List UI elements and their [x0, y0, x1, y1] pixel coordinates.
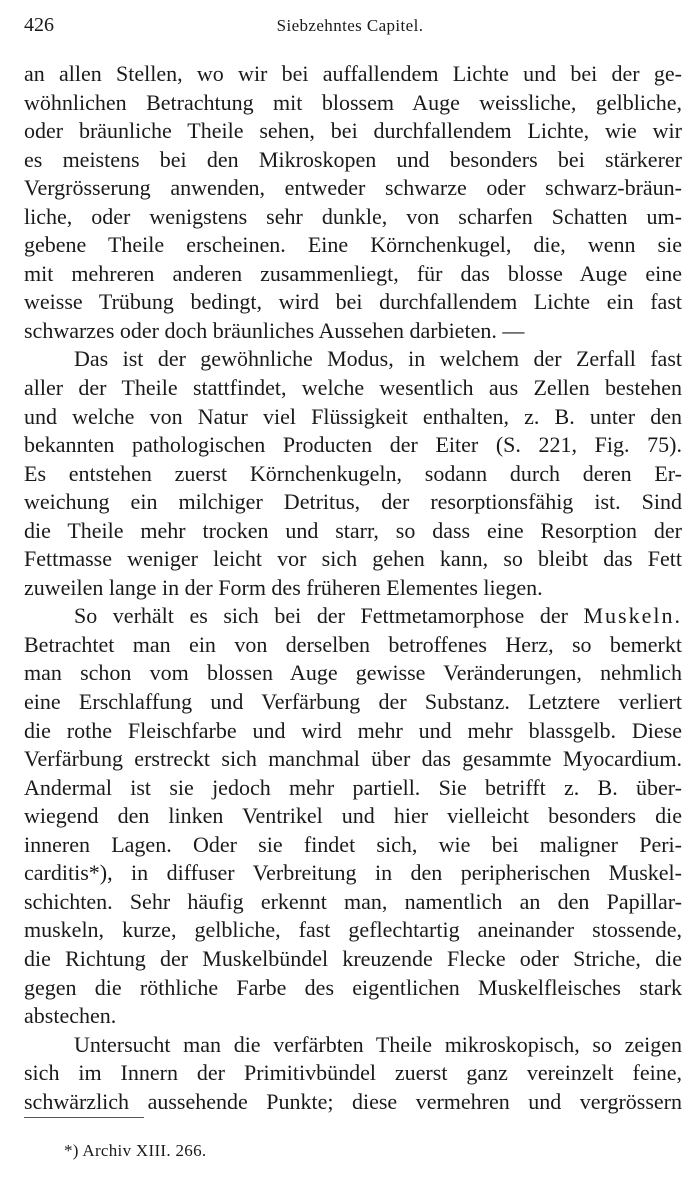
text-line: Untersucht man die verfärbten Theile mikroskopisch, so zeigen	[74, 1031, 682, 1057]
text-line: zuweilen lange in der Form des früheren Elementes liegen.	[24, 574, 543, 600]
text-line: wiegend den linken Ventrikel und hier vielleicht besonders die	[24, 803, 682, 829]
text-line: Es entstehen zuerst Körnchenkugeln, sodann durch deren Er-	[24, 460, 682, 486]
text-line: die Theile mehr trocken und starr, so dass eine Resorption der	[24, 517, 682, 543]
text-line-start: So verhält es sich bei der Fettmetamorphose der	[74, 603, 584, 629]
body-text	[24, 60, 682, 1116]
text-line: schwarzes oder doch bräunliches Aussehen darbieten. —	[24, 317, 525, 343]
text-line: sich im Innern der Primitivbündel zuerst ganz vereinzelt feine,	[24, 1060, 682, 1086]
text-line: oder bräunliche Theile sehen, bei durchfallendem Lichte, wie wir	[24, 118, 682, 144]
text-line: die Richtung der Muskelbündel kreuzende Flecke oder Striche, die	[24, 945, 682, 971]
text-line-with-emphasis	[24, 602, 682, 631]
text-line: Vergrösserung anwenden, entweder schwarze oder schwarz-bräun-	[24, 175, 682, 201]
text-line: schichten. Sehr häufig erkennt man, namentlich an den Papillar-	[24, 888, 682, 914]
text-line: und welche von Natur viel Flüssigkeit enthalten, z. B. unter den	[24, 403, 682, 429]
text-line: abstechen.	[24, 1003, 117, 1029]
text-line: inneren Lagen. Oder sie findet sich, wie bei maligner Peri-	[24, 831, 682, 857]
text-line: liche, oder wenigstens sehr dunkle, von scharfen Schatten um-	[24, 203, 682, 229]
text-line: schwärzlich aussehende Punkte; diese vermehren und vergrössern	[24, 1088, 682, 1114]
text-line: Das ist der gewöhnliche Modus, in welchem der Zerfall fast	[74, 346, 682, 372]
footnote-divider	[24, 1117, 144, 1118]
text-line: gebene Theile erscheinen. Eine Körnchenkugel, die, wenn sie	[24, 232, 682, 258]
text-line: carditis*), in diffuser Verbreitung in den peripherischen Muskel-	[24, 860, 682, 886]
text-line: muskeln, kurze, gelbliche, fast geflechtartig aneinander stossende,	[24, 917, 682, 943]
text-line: eine Erschlaffung und Verfärbung der Substanz. Letztere verliert	[24, 689, 682, 715]
text-line: man schon vom blossen Auge gewisse Veränderungen, nehmlich	[24, 660, 682, 686]
text-line: aller der Theile stattfindet, welche wesentlich aus Zellen bestehen	[24, 375, 682, 401]
text-line: mit mehreren anderen zusammenliegt, für das blosse Auge eine	[24, 260, 682, 286]
text-line: Verfärbung erstreckt sich manchmal über das gesammte Myocardium.	[24, 746, 682, 772]
text-line: Betrachtet man ein von derselben betroffenes Herz, so bemerkt	[24, 631, 682, 657]
text-line: weichung ein milchiger Detritus, der resorptionsfähig ist. Sind	[24, 489, 682, 515]
text-line: weisse Trübung bedingt, wird bei durchfallendem Lichte ein fast	[24, 289, 682, 315]
text-line: bekannten pathologischen Producten der Eiter (S. 221, Fig. 75).	[24, 432, 682, 458]
running-title: Siebzehntes Capitel.	[276, 16, 424, 35]
text-line: gegen die röthliche Farbe des eigentlichen Muskelfleisches stark	[24, 974, 682, 1000]
text-line: an allen Stellen, wo wir bei auffallendem Lichte und bei der ge-	[24, 61, 682, 86]
page-header	[24, 14, 676, 42]
footnote: *) Archiv XIII. 266.	[64, 1141, 207, 1160]
text-line: es meistens bei den Mikroskopen und besonders bei stärkerer	[24, 146, 682, 172]
emphasis-word: Muskeln.	[583, 603, 682, 629]
text-line: Andermal ist sie jedoch mehr partiell. Sie betrifft z. B. über-	[24, 774, 682, 800]
text-line: Fettmasse weniger leicht vor sich gehen kann, so bleibt das Fett	[24, 546, 682, 572]
text-line: die rothe Fleischfarbe und wird mehr und mehr blassgelb. Diese	[24, 717, 682, 743]
page-number: 426	[24, 14, 54, 36]
text-line: wöhnlichen Betrachtung mit blossem Auge weissliche, gelbliche,	[24, 89, 682, 115]
